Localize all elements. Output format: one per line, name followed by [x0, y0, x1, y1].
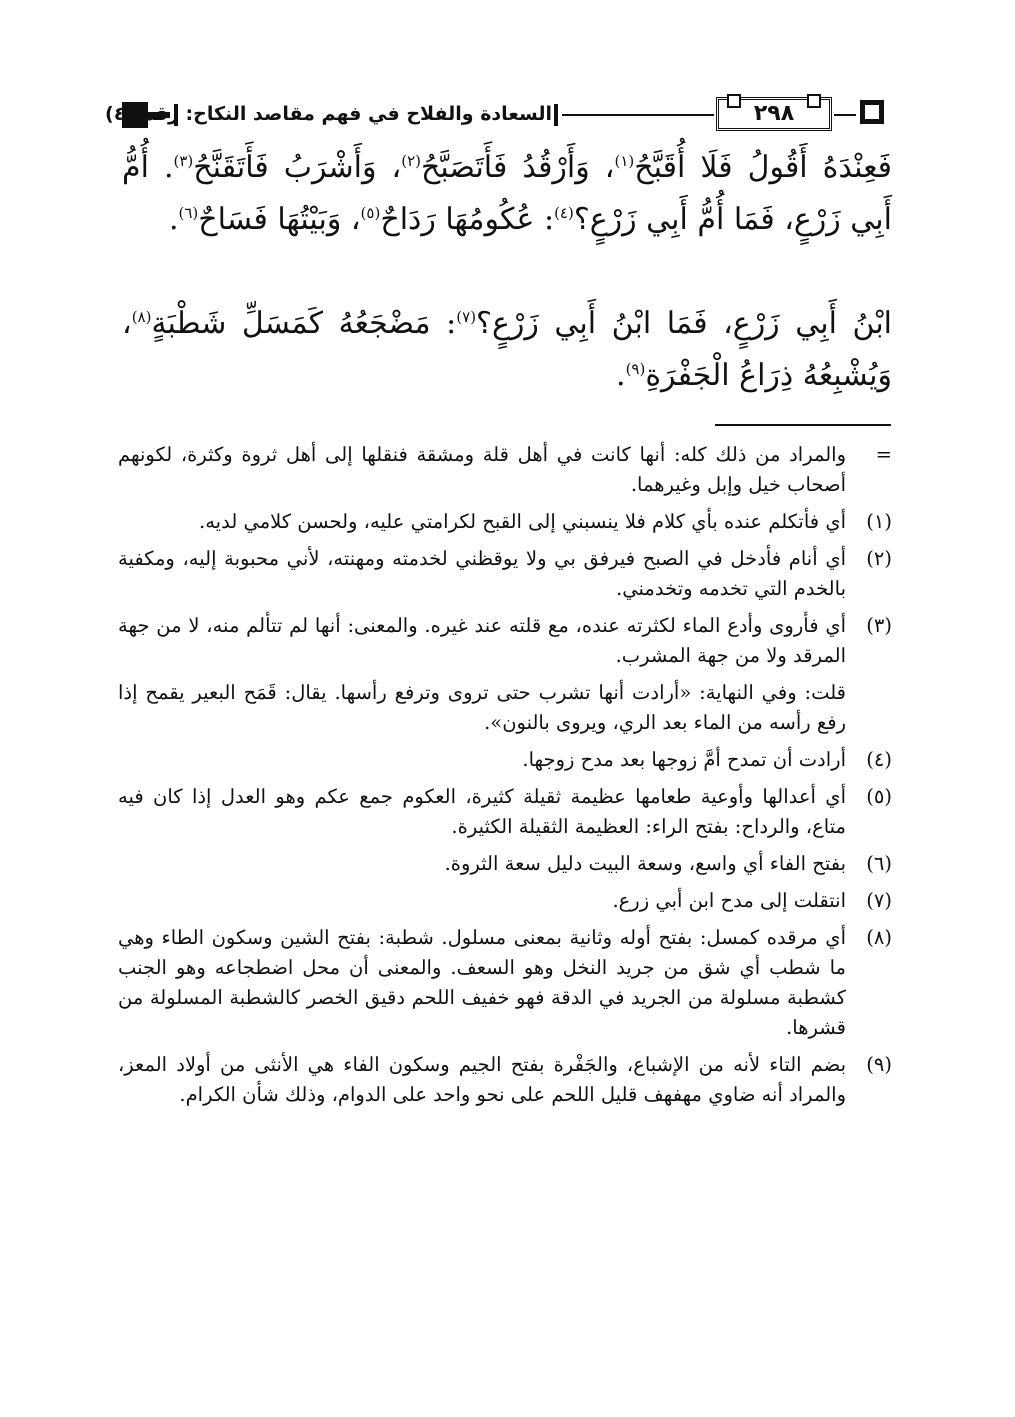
main-text: ، وَأَشْرَبُ فَأَتَقَنَّحُ: [193, 150, 402, 185]
footnote-ref-3[interactable]: (٣): [173, 152, 194, 170]
header-ornament-right: [860, 100, 884, 124]
footnote-ref-7[interactable]: (٧): [456, 308, 477, 326]
page-number: ٢٩٨: [716, 97, 832, 131]
header-rule: [562, 114, 714, 116]
footnote-8: [118, 923, 892, 1043]
footnote-mark: (٨): [866, 926, 892, 949]
footnote-text: أي مرقده كمسل: بفتح أوله وثانية بمعنى مسلول. شطبة: بفتح الشين وسكون الطاء وهي ما شطب أي شق من جريد النخل وهو السعف. والمعنى أن محل اضطجاعه وهو الجنب كشطبة مسلولة من الجريد في الدقة فهو خفيف اللحم دقيق الخصر كالشطبة المسلولة من قشرها.: [118, 926, 846, 1039]
main-paragraph-2: [122, 298, 892, 402]
footnote-1: [118, 507, 892, 537]
footnote-mark: (٢): [866, 547, 892, 570]
main-text: .: [616, 358, 626, 393]
footnote-mark: =: [875, 443, 892, 466]
footnote-mark: (٥): [866, 785, 892, 808]
footnote-text: أي أنام فأدخل في الصبح فيرفق بي ولا يوقظني لخدمته ومهنته، لأني محبوبة إليه، ومكفية بالخدم التي تخدمه وتخدمني.: [118, 547, 846, 600]
footnote-5: [118, 782, 892, 842]
footnote-ref-2[interactable]: (٢): [401, 152, 422, 170]
footnote-mark: (٤): [866, 748, 892, 771]
footnote-ref-8[interactable]: (٨): [131, 308, 152, 326]
footnote-text: بضم التاء لأنه من الإشباع، والجَفْرة بفتح الجيم وسكون الفاء هي الأنثى من أولاد المعز، والمراد أنه ضاوي مهفهف قليل اللحم على نحو واحد على الدوام، وذلك شأن الكرام.: [118, 1053, 846, 1106]
footnote-9: [118, 1050, 892, 1110]
footnote-3-comment: [118, 678, 892, 738]
footnote-continued: [118, 440, 892, 500]
main-text: فَعِنْدَهُ أَقُولُ فَلَا أُقَبَّحُ: [634, 150, 893, 185]
footnote-3: [118, 611, 892, 671]
running-title: السعادة والفلاح في فهم مقاصد النكاح: رقم (٤): [105, 103, 552, 125]
footnote-separator: [715, 424, 891, 426]
header-ornament-tick: [554, 104, 558, 126]
footnote-text: قلت: وفي النهاية: «أرادت أنها تشرب حتى تروى وترفع رأسها. يقال: قَمَح البعير يقمح إذا رفع رأسه من الماء بعد الري، ويروى بالنون».: [118, 681, 846, 734]
main-text: : عُكُومُهَا رَدَاحٌ: [380, 202, 555, 237]
footnote-mark: (٩): [866, 1053, 892, 1076]
footnote-2: [118, 544, 892, 604]
main-text: ، وَيُشْبِعُهُ ذِرَاعُ الْجَفْرَةِ: [122, 306, 892, 393]
footnote-6: [118, 849, 892, 879]
main-paragraph-1: [122, 142, 892, 246]
footnotes: [118, 440, 892, 1117]
footnote-mark: (٦): [866, 852, 892, 875]
main-text: .: [168, 202, 179, 237]
footnote-mark: (٧): [866, 889, 892, 912]
footnote-7: [118, 886, 892, 916]
footnote-text: أرادت أن تمدح أمَّ زوجها بعد مدح زوجها.: [522, 748, 846, 771]
main-text: ، وَأَرْقُدُ فَأَتَصَبَّحُ: [421, 150, 615, 185]
page-header: [105, 96, 892, 136]
footnote-ref-6[interactable]: (٦): [178, 204, 199, 222]
footnote-text: أي فأروى وأدع الماء لكثرته عنده، مع قلته عند غيره. والمعنى: أنها لم تتألم منه، لا من جهة المرقد ولا من جهة المشرب.: [118, 614, 846, 667]
main-text: . أُمُّ أَبِي زَرْعٍ، فَمَا أُمُّ أَبِي زَرْعٍ؟: [122, 150, 892, 237]
footnote-mark: (٣): [866, 614, 892, 637]
main-text: ، وَبَيْتُهَا فَسَاحٌ: [198, 202, 361, 237]
footnote-mark: (١): [866, 510, 892, 533]
footnote-ref-5[interactable]: (٥): [360, 204, 381, 222]
main-text: : مَضْجَعُهُ كَمَسَلِّ شَطْبَةٍ: [151, 306, 457, 341]
footnote-text: بفتح الفاء أي واسع، وسعة البيت دليل سعة الثروة.: [444, 852, 846, 875]
footnote-ref-4[interactable]: (٤): [554, 204, 574, 222]
footnote-ref-1[interactable]: (١): [614, 152, 635, 170]
footnote-text: أي فأتكلم عنده بأي كلام فلا ينسبني إلى القبح لكرامتي عليه، ولحسن كلامي لديه.: [199, 510, 846, 533]
footnote-text: أي أعدالها وأوعية طعامها عظيمة ثقيلة كثيرة، العكوم جمع عكم وهو العدل إذا كان فيه متاع، والرداح: بفتح الراء: العظيمة الثقيلة الكثيرة.: [118, 785, 846, 838]
footnote-text: انتقلت إلى مدح ابن أبي زرع.: [612, 889, 846, 912]
footnote-4: [118, 745, 892, 775]
footnote-text: والمراد من ذلك كله: أنها كانت في أهل قلة ومشقة فنقلها إلى أهل ثروة وكثرة، لكونهم أصحاب خيل وإبل وغيرهما.: [118, 443, 846, 496]
header-rule: [834, 114, 856, 116]
main-text: ابْنُ أَبِي زَرْعٍ، فَمَا ابْنُ أَبِي زَرْعٍ؟: [476, 306, 893, 341]
footnote-ref-9[interactable]: (٩): [625, 360, 646, 378]
